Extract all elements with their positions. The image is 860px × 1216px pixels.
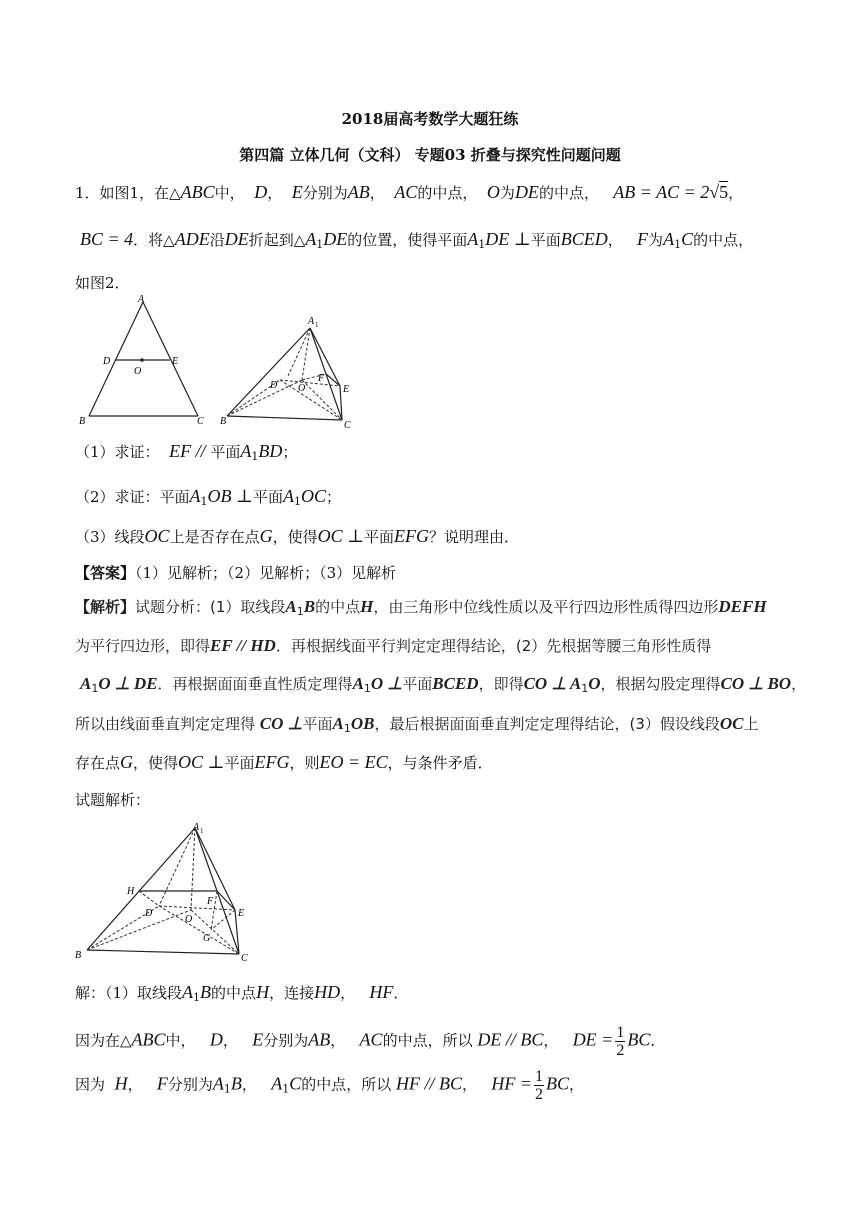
- problem-line-3: 如图2．: [75, 274, 130, 292]
- question-1: （1）求证： EF // 平面$A_1BD$；: [75, 441, 298, 463]
- fig1-label-C: C: [197, 416, 204, 427]
- fig1-label-B: B: [79, 416, 86, 427]
- fig3-label-A1: A: [193, 822, 200, 833]
- analysis-line-4: 所以由线面垂直判定定理得 CO ⊥平面$A_1OB$，最后根据面面垂直判定定理得结论，(3）假设线段OC上: [75, 714, 759, 735]
- solution-line-2: 因为在△ABC中， D， E分别为AB， AC的中点，所以 DE // BC， DE = $\frac{1}{2}$ BC．: [75, 1024, 666, 1059]
- question-2: （2）求证：平面$A_1OB$ ⊥平面$A_1OC$；: [75, 486, 342, 508]
- svg-text:1: 1: [200, 827, 204, 835]
- fig3-label-B: B: [75, 950, 82, 961]
- solution-line-1: 解：（1）取线段$A_1B$的中点H，连接HD， HF．: [75, 982, 409, 1004]
- svg-text:1: 1: [315, 321, 319, 329]
- analysis-line-2: 为平行四边形，即得EF // HD．再根据线面平行判定定理得结论，(2）先根据等腰三角形性质得: [75, 636, 712, 655]
- fig1-label-D: D: [103, 356, 111, 367]
- fig3-label-F: F: [207, 896, 214, 907]
- analysis-line-1: 【解析】试题分析：(1）取线段$A_1B$的中点H，由三角形中位线性质以及平行四边形性质得四边形DEFH: [75, 597, 767, 618]
- doc-title: 2018届高考数学大题狂练: [341, 110, 519, 128]
- analysis-detail-label: 试题解析：: [75, 791, 151, 809]
- analysis-line-5: 存在点G，使得OC ⊥平面EFG，则EO = EC，与条件矛盾．: [75, 752, 493, 772]
- fig3-label-D: D: [145, 908, 153, 919]
- figure-3-solution: [75, 818, 255, 963]
- fig1-label-A: A: [138, 294, 145, 305]
- problem-line-1: 1．如图1，在△ABC中， D， E分别为AB， AC的中点， O为DE的中点， AB = AC = 2√5，: [75, 182, 744, 202]
- fig3-label-G: G: [203, 933, 211, 944]
- fig1-label-E: E: [172, 356, 179, 367]
- fig2-label-D: D: [270, 380, 278, 391]
- doc-subtitle: 第四篇 立体几何（文科） 专题03 折叠与探究性问题问题: [239, 146, 621, 164]
- fig3-label-E: E: [238, 908, 245, 919]
- fig1-label-O: O: [134, 366, 142, 377]
- fig2-label-E: E: [343, 384, 350, 395]
- question-3: （3）线段OC上是否存在点G，使得OC ⊥平面EFG？说明理由．: [75, 526, 520, 546]
- fig3-label-H: H: [127, 886, 135, 897]
- answer-line: 【答案】（1）见解析；（2）见解析；（3）见解析: [75, 564, 397, 582]
- fig2-label-F: F: [318, 373, 325, 384]
- fig2-label-A1: A: [308, 316, 315, 327]
- fig3-label-O: O: [185, 914, 193, 925]
- figure-1-triangle: [75, 292, 205, 427]
- fig3-label-C: C: [241, 953, 248, 964]
- problem-line-2: BC = 4．将△ADE沿DE折起到$\triangle A_1DE$的位置，使得平面$A_1DE$ ⊥平面BCED， F为$A_1C$的中点，: [80, 229, 754, 251]
- fig2-label-B: B: [220, 416, 227, 427]
- fig2-label-C: C: [344, 420, 351, 431]
- solution-line-3: 因为 H， F分别为$A_1B$， $A_1C$的中点，所以 HF // BC， HF = $\frac{1}{2}$ BC，: [75, 1068, 585, 1103]
- fig2-label-O: O: [298, 383, 306, 394]
- analysis-line-3: $A_1O$ ⊥ DE．再根据面面垂直性质定理得$A_1O$ ⊥平面BCED，即得CO ⊥ $A_1O$，根据勾股定理得CO ⊥ BO，: [80, 674, 807, 695]
- figure-2-folded: [222, 310, 362, 430]
